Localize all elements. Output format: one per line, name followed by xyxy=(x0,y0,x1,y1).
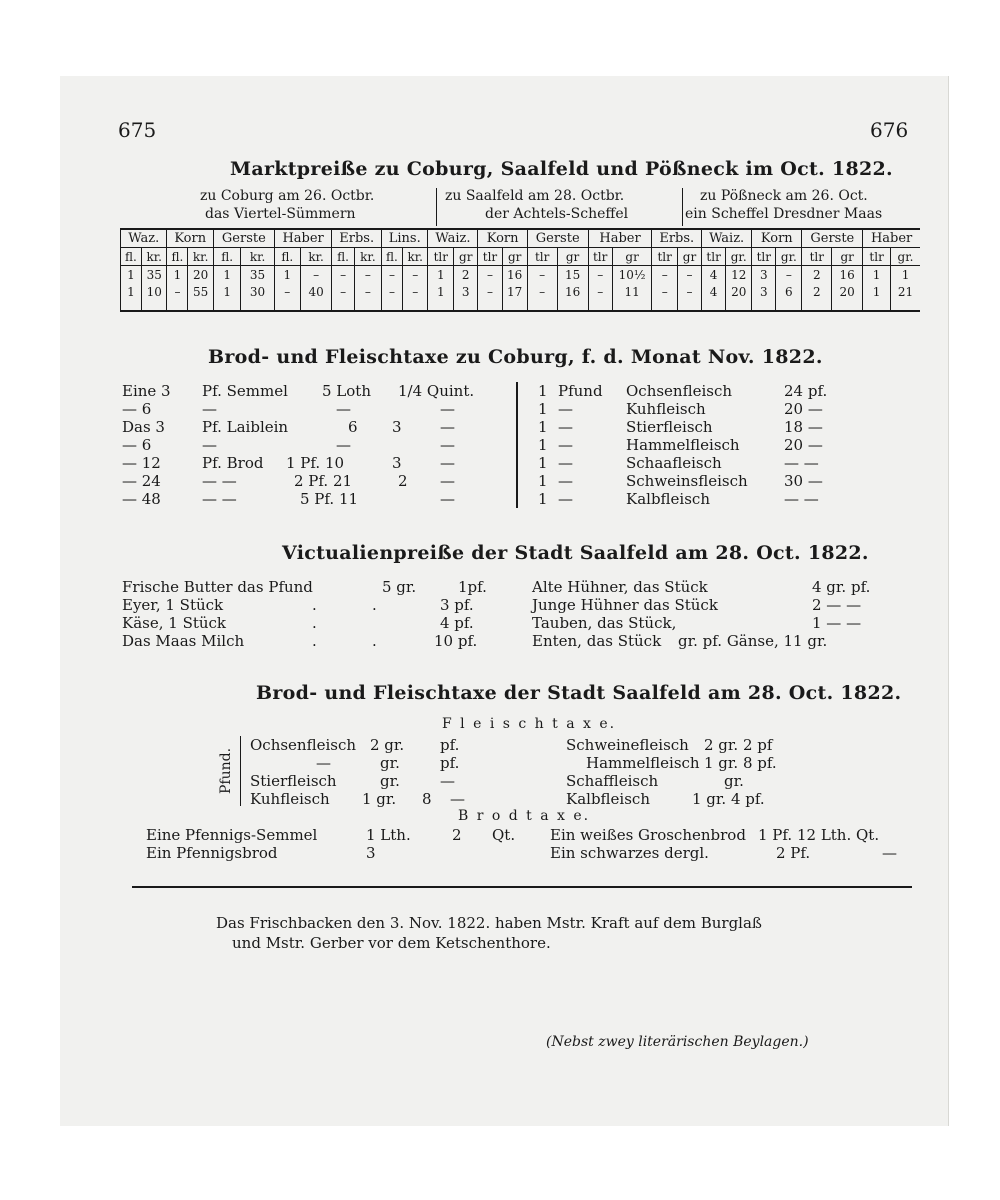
unit-text: — xyxy=(558,490,573,508)
left-page-number: 675 xyxy=(118,118,157,142)
table-cell: 20 xyxy=(832,283,863,300)
unit-cell: fl. xyxy=(213,248,240,266)
list-item xyxy=(532,614,932,632)
quint-text: 3 xyxy=(392,454,402,472)
item-text: Junge Hühner das Stück xyxy=(532,596,718,614)
table-cell: 2 xyxy=(802,283,832,300)
value-text: 3 pf. xyxy=(440,596,474,614)
list-item xyxy=(122,382,502,400)
list-item xyxy=(566,754,906,772)
table-cell: – xyxy=(677,283,701,300)
victual-right-list xyxy=(532,578,932,650)
value-text: 2 gr. xyxy=(370,736,405,754)
unit-cell: tlr xyxy=(863,248,891,266)
value-text: 10 pf. xyxy=(434,632,478,650)
col-header: Korn xyxy=(478,229,527,248)
item-text: Eine Pfennigs-Semmel xyxy=(146,826,318,844)
item-text: Käse, 1 Stück xyxy=(122,614,227,632)
table-cell: – xyxy=(677,266,701,284)
list-item xyxy=(538,400,838,418)
qty-text: 1 xyxy=(538,382,548,400)
qty-text: 1 xyxy=(538,400,548,418)
qty-text: 1 xyxy=(538,418,548,436)
item-text: Schweinefleisch xyxy=(566,736,689,754)
value-text: 1 Lth. xyxy=(366,826,411,844)
table-cell: 3 xyxy=(752,283,776,300)
saalfeld-tax-title: Brod- und Fleischtaxe der Stadt Saalfeld am 28. Oct. 1822. xyxy=(256,682,902,704)
table-cell: – xyxy=(332,266,354,284)
qty-text: Eine 3 xyxy=(122,382,171,400)
price-text: 30 — xyxy=(784,472,823,490)
unit-text: — xyxy=(558,418,573,436)
price-text: 18 — xyxy=(784,418,823,436)
quint-text: 2 xyxy=(398,472,408,490)
item-text: Pf. Semmel xyxy=(202,382,288,400)
unit-cell: fl. xyxy=(121,248,142,266)
dot-text: . xyxy=(312,632,317,650)
unit-cell: fl. xyxy=(167,248,188,266)
item-text: Ein schwarzes dergl. xyxy=(550,844,709,862)
table-cell: 17 xyxy=(502,283,527,300)
table-cell: – xyxy=(652,266,677,284)
coburg-meat-list xyxy=(538,382,838,508)
table-cell: 30 xyxy=(241,283,274,300)
unit-text: — xyxy=(558,472,573,490)
table-cell: – xyxy=(527,283,557,300)
item-text: Kalbfleisch xyxy=(566,790,650,808)
table-closing-row xyxy=(121,300,921,311)
saalfeld-meat-right xyxy=(566,736,906,808)
weight-text: 2 Pf. 21 xyxy=(294,472,353,490)
unit-text: pf. xyxy=(440,754,460,772)
table-cell: – xyxy=(776,266,802,284)
unit-cell: kr. xyxy=(141,248,167,266)
item-text: — xyxy=(202,436,217,454)
item-text: Tauben, das Stück, xyxy=(532,614,677,632)
table-cell: – xyxy=(332,283,354,300)
unit-cell: gr xyxy=(612,248,652,266)
weight-text: — xyxy=(336,436,351,454)
unit-cell: kr. xyxy=(354,248,381,266)
price-text: 20 — xyxy=(784,436,823,454)
list-item: — 12 Pf. Brod 1 Pf. 10 3 — xyxy=(122,454,455,472)
value-text: Qt. xyxy=(492,826,516,844)
quint-text: 3 xyxy=(392,418,402,436)
unit-text: 8 xyxy=(422,790,432,808)
col-header: Haber xyxy=(588,229,652,248)
unit-text: — xyxy=(558,454,573,472)
item-text: Ochsenfleisch xyxy=(626,382,733,400)
table-cell: – xyxy=(274,283,300,300)
unit-cell: gr xyxy=(502,248,527,266)
value-text: gr. xyxy=(380,772,400,790)
table-cell: – xyxy=(588,266,612,284)
weight-text: 6 xyxy=(348,418,358,436)
col-header: Haber xyxy=(863,229,920,248)
value-text: 1 Pf. 12 Lth. Qt. xyxy=(758,826,880,844)
unit-cell: fl. xyxy=(382,248,403,266)
col-header: Waiz. xyxy=(428,229,478,248)
table-cell: 12 xyxy=(726,266,752,284)
list-item: Kuhfleisch 1 gr. 8 — xyxy=(250,790,465,808)
table-cell: 55 xyxy=(188,283,214,300)
unit-cell: kr. xyxy=(402,248,428,266)
price-text: — — xyxy=(784,490,819,508)
col-header: Erbs. xyxy=(332,229,382,248)
weight-text: — xyxy=(336,400,351,418)
table-cell: 16 xyxy=(832,266,863,284)
column-divider xyxy=(516,382,518,508)
list-item xyxy=(566,772,906,790)
weight-text: 1 Pf. 10 xyxy=(286,454,345,472)
unit-cell: tlr xyxy=(702,248,726,266)
table-cell: 20 xyxy=(188,266,214,284)
qty-text: Das 3 xyxy=(122,418,165,436)
table-cell: 1 xyxy=(213,283,240,300)
table-cell: – xyxy=(300,266,332,284)
value-text: 4 gr. pf. xyxy=(812,578,871,596)
list-item xyxy=(122,578,522,596)
table-cell: 3 xyxy=(752,266,776,284)
item-text: — — xyxy=(202,472,237,490)
qty-text: — 48 xyxy=(122,490,161,508)
victual-title: Victualienpreiße der Stadt Saalfeld am 28. Oct. 1822. xyxy=(282,542,869,564)
saalfeld-head: zu Saalfeld am 28. Octbr. xyxy=(445,188,625,204)
pfund-label: Pfund. xyxy=(218,747,234,794)
item-text: Stierfleisch xyxy=(626,418,713,436)
table-cell: – xyxy=(382,283,403,300)
right-page-number: 676 xyxy=(870,118,909,142)
list-item xyxy=(250,772,550,790)
market-title: Marktpreiße zu Coburg, Saalfeld und Pößneck im Oct. 1822. xyxy=(230,158,893,180)
pfund-bracket xyxy=(240,736,241,806)
value-text: 2 — — xyxy=(812,596,862,614)
item-text: — xyxy=(316,754,331,772)
saalfeld-sub: der Achtels-Scheffel xyxy=(485,206,629,222)
dot-text: . xyxy=(372,632,377,650)
table-cell: 15 xyxy=(557,266,588,284)
qty-text: — 6 xyxy=(122,436,152,454)
list-item xyxy=(532,632,932,650)
qty-text: — 12 xyxy=(122,454,161,472)
quint-text: — xyxy=(440,436,455,454)
table-cell: – xyxy=(478,266,502,284)
value-text: 4 pf. xyxy=(440,614,474,632)
unit-cell: kr. xyxy=(300,248,332,266)
notice-line-2: und Mstr. Gerber vor dem Ketschenthore. xyxy=(232,934,551,952)
table-cell: 16 xyxy=(557,283,588,300)
unit-cell: gr. xyxy=(726,248,752,266)
table-cell: 1 xyxy=(167,266,188,284)
item-text: Hammelfleisch xyxy=(586,754,700,772)
list-item xyxy=(566,736,906,754)
value-text: 2 gr. 2 pf xyxy=(704,736,773,754)
table-cell: – xyxy=(382,266,403,284)
item-text: Kalbfleisch xyxy=(626,490,710,508)
list-item xyxy=(122,632,522,650)
col-header: Gerste xyxy=(527,229,588,248)
item-text: Ein weißes Groschenbrod xyxy=(550,826,746,844)
fleisch-heading: F l e i s c h t a x e. xyxy=(442,716,617,732)
unit-cell: kr. xyxy=(188,248,214,266)
item-text: Stierfleisch xyxy=(250,772,337,790)
market-table xyxy=(120,228,920,312)
col-header: Korn xyxy=(167,229,213,248)
unit-cell: gr. xyxy=(891,248,920,266)
value-text: gr. pf. Gänse, 11 gr. xyxy=(678,632,828,650)
header-divider xyxy=(682,188,683,226)
table-cell: – xyxy=(527,266,557,284)
value-text: 2 Pf. xyxy=(776,844,811,862)
unit-cell: tlr xyxy=(588,248,612,266)
brod-heading: B r o d t a x e. xyxy=(458,808,591,824)
table-row xyxy=(121,283,921,300)
value-text: 5 gr. xyxy=(382,578,417,596)
table-cell: – xyxy=(402,266,428,284)
value-text: 1 gr. 4 pf. xyxy=(692,790,765,808)
table-cell: 16 xyxy=(502,266,527,284)
table-cell: – xyxy=(652,283,677,300)
table-cell: 1 xyxy=(863,266,891,284)
item-text: Enten, das Stück xyxy=(532,632,662,650)
coburg-head: zu Coburg am 26. Octbr. xyxy=(200,188,375,204)
quint-text: 1/4 Quint. xyxy=(398,382,475,400)
item-text: Ochsenfleisch xyxy=(250,736,357,754)
value-text: gr. xyxy=(724,772,744,790)
dot-text: . xyxy=(312,614,317,632)
table-cell: 1 xyxy=(863,283,891,300)
table-cell: – xyxy=(402,283,428,300)
table-cell: 6 xyxy=(776,283,802,300)
unit-cell: tlr xyxy=(752,248,776,266)
table-cell: 4 xyxy=(702,283,726,300)
qty-text: 1 xyxy=(538,436,548,454)
item-text: Schaffleisch xyxy=(566,772,659,790)
list-item xyxy=(122,614,522,632)
table-cell: 11 xyxy=(612,283,652,300)
item-text: Schaafleisch xyxy=(626,454,722,472)
unit-text: pf. xyxy=(440,736,460,754)
list-item: Ein Pfennigsbrod 3 Ein schwarzes dergl. 2 Pf. — xyxy=(146,844,897,862)
item-text: Frische Butter das Pfund xyxy=(122,578,313,596)
table-cell: 2 xyxy=(454,266,478,284)
dot-text: . xyxy=(372,596,377,614)
unit-text: Pfund xyxy=(558,382,603,400)
col-header: Gerste xyxy=(802,229,863,248)
list-item: Das 3 Pf. Laiblein 6 3 — xyxy=(122,418,455,436)
list-item xyxy=(538,382,838,400)
table-cell: 1 xyxy=(274,266,300,284)
unit-cell: fl. xyxy=(274,248,300,266)
table-cell: 1 xyxy=(121,283,142,300)
list-item xyxy=(122,436,502,454)
list-item xyxy=(538,490,838,508)
list-item xyxy=(566,790,906,808)
col-header: Haber xyxy=(274,229,332,248)
value-text: 1 — — xyxy=(812,614,862,632)
list-item xyxy=(538,454,838,472)
list-item xyxy=(538,436,838,454)
table-header-row xyxy=(121,229,921,248)
unit-cell: tlr xyxy=(478,248,502,266)
unit-text: — xyxy=(558,400,573,418)
quint-text: — xyxy=(440,400,455,418)
list-item: — 48 — — 5 Pf. 11 — xyxy=(122,490,455,508)
value-text: 1pf. xyxy=(458,578,487,596)
list-item xyxy=(538,472,838,490)
table-cell: – xyxy=(167,283,188,300)
item-text: Schweinsfleisch xyxy=(626,472,748,490)
weight-text: 5 Pf. 11 xyxy=(300,490,359,508)
unit-cell: gr. xyxy=(776,248,802,266)
table-cell: 1 xyxy=(428,266,454,284)
header-divider xyxy=(436,188,437,226)
price-text: — — xyxy=(784,454,819,472)
unit-cell: fl. xyxy=(332,248,354,266)
unit-cell: tlr xyxy=(802,248,832,266)
qty-text: 1 xyxy=(538,454,548,472)
table-cell: 2 xyxy=(802,266,832,284)
table-cell: 1 xyxy=(213,266,240,284)
table-cell: 1 xyxy=(121,266,142,284)
qty-text: 1 xyxy=(538,472,548,490)
price-text: 20 — xyxy=(784,400,823,418)
value-text: 2 xyxy=(452,826,462,844)
item-text: Kuhfleisch xyxy=(626,400,706,418)
table-cell: – xyxy=(354,266,381,284)
col-header: Lins. xyxy=(382,229,428,248)
qty-text: — 6 xyxy=(122,400,152,418)
table-cell: 21 xyxy=(891,283,920,300)
qty-text: — 24 xyxy=(122,472,161,490)
table-cell: 40 xyxy=(300,283,332,300)
victual-left-list xyxy=(122,578,522,650)
table-cell: 1 xyxy=(891,266,920,284)
value-text: 1 gr. xyxy=(362,790,397,808)
poessneck-head: zu Pößneck am 26. Oct. xyxy=(700,188,868,204)
list-item: — 24 — — 2 Pf. 21 2 — xyxy=(122,472,455,490)
col-header: Korn xyxy=(752,229,802,248)
table-cell: 10 xyxy=(141,283,167,300)
item-text: Eyer, 1 Stück xyxy=(122,596,224,614)
item-text: Pf. Laiblein xyxy=(202,418,289,436)
unit-cell: gr xyxy=(677,248,701,266)
col-header: Erbs. xyxy=(652,229,702,248)
item-text: Alte Hühner, das Stück xyxy=(532,578,708,596)
item-text: Pf. Brod xyxy=(202,454,264,472)
item-text: Das Maas Milch xyxy=(122,632,245,650)
item-text: Kuhfleisch xyxy=(250,790,330,808)
col-header: Waz. xyxy=(121,229,167,248)
table-cell: – xyxy=(478,283,502,300)
unit-text: — xyxy=(440,772,455,790)
coburg-sub: das Viertel-Sümmern xyxy=(205,206,356,222)
unit-cell: kr. xyxy=(241,248,274,266)
unit-cell: tlr xyxy=(652,248,677,266)
value-text: 3 xyxy=(366,844,376,862)
table-cell: 1 xyxy=(428,283,454,300)
table-cell: – xyxy=(354,283,381,300)
poessneck-sub: ein Scheffel Dresdner Maas xyxy=(685,206,883,222)
col-header: Waiz. xyxy=(702,229,752,248)
unit-text: — xyxy=(558,436,573,454)
col-header: Gerste xyxy=(213,229,274,248)
supplements-note: (Nebst zwey literärischen Beylagen.) xyxy=(546,1034,809,1050)
saalfeld-meat-left xyxy=(250,736,550,808)
list-item xyxy=(146,826,926,844)
unit-cell: tlr xyxy=(527,248,557,266)
unit-cell: gr xyxy=(454,248,478,266)
price-text: 24 pf. xyxy=(784,382,828,400)
table-row xyxy=(121,266,921,284)
list-item xyxy=(122,400,502,418)
list-item xyxy=(538,418,838,436)
qty-text: 1 xyxy=(538,490,548,508)
table-cell: 4 xyxy=(702,266,726,284)
unit-cell: gr xyxy=(832,248,863,266)
item-text: — xyxy=(202,400,217,418)
coburg-bread-list xyxy=(122,382,502,508)
unit-cell: tlr xyxy=(428,248,454,266)
list-item xyxy=(122,596,522,614)
table-cell: 35 xyxy=(241,266,274,284)
notice-line-1: Das Frischbacken den 3. Nov. 1822. haben Mstr. Kraft auf dem Burglaß xyxy=(216,914,762,932)
item-text: Hammelfleisch xyxy=(626,436,740,454)
list-item xyxy=(532,578,932,596)
dot-text: . xyxy=(312,596,317,614)
item-text: Ein Pfennigsbrod xyxy=(146,844,278,862)
list-item xyxy=(250,754,550,772)
table-cell: – xyxy=(588,283,612,300)
value-text: 1 gr. 8 pf. xyxy=(704,754,777,772)
table-units-row xyxy=(121,248,921,266)
unit-cell: gr xyxy=(557,248,588,266)
table-cell: 20 xyxy=(726,283,752,300)
list-item xyxy=(250,736,550,754)
table-cell: 3 xyxy=(454,283,478,300)
value-text: gr. xyxy=(380,754,400,772)
section-divider xyxy=(132,886,912,888)
scanned-page xyxy=(60,76,949,1126)
table-cell: 10½ xyxy=(612,266,652,284)
coburg-tax-title: Brod- und Fleischtaxe zu Coburg, f. d. Monat Nov. 1822. xyxy=(208,346,823,368)
brod-list xyxy=(146,826,926,862)
table-cell: 35 xyxy=(141,266,167,284)
item-text: — — xyxy=(202,490,237,508)
list-item xyxy=(532,596,932,614)
weight-text: 5 Loth xyxy=(322,382,371,400)
